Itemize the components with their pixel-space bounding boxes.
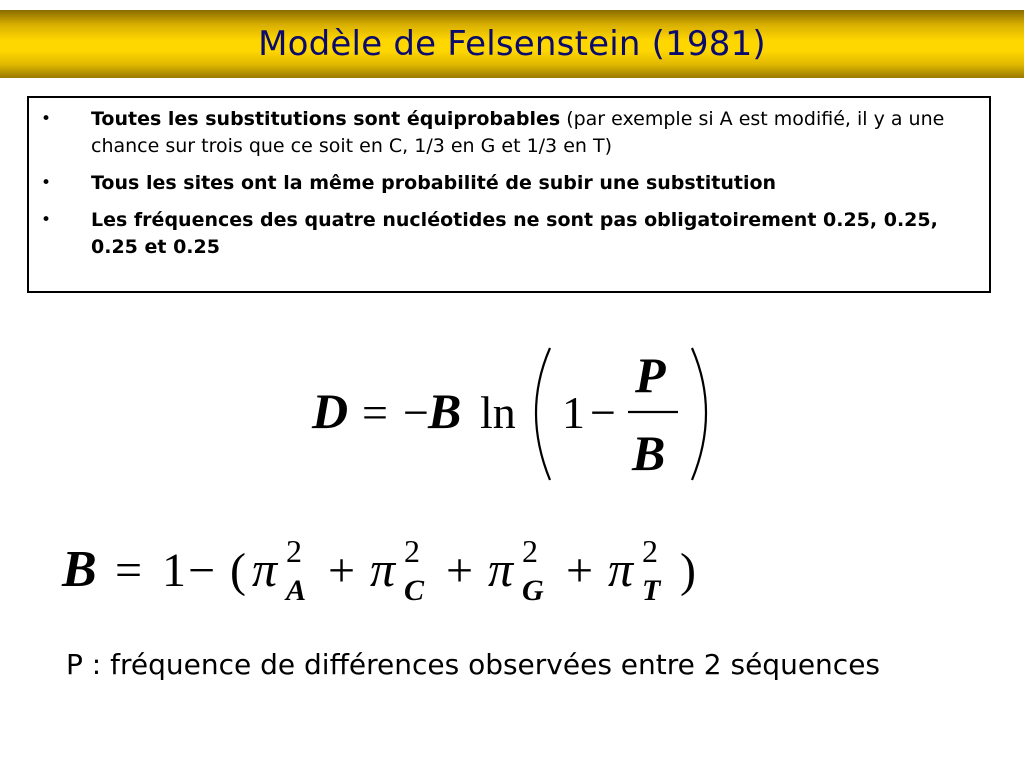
bullet-dot: •	[41, 173, 52, 193]
formula2-B: B	[62, 541, 97, 598]
subscript-C: C	[404, 574, 425, 607]
slide-title: Modèle de Felsenstein (1981)	[258, 24, 766, 64]
plus-sign: +	[446, 544, 474, 597]
bullet-normal-text: (par exemple si A est modifié, il y a une chance sur trois que ce soit en C, 1/3 en G et 1/3 en T)	[91, 108, 945, 157]
subscript-G: G	[522, 574, 544, 607]
subscript-T: T	[642, 574, 661, 607]
exponent-2: 2	[404, 533, 420, 569]
subscript-A: A	[286, 574, 307, 607]
fraction-numerator-P: P	[635, 347, 666, 403]
formula2-rparen: )	[680, 544, 696, 597]
bullet-dot: •	[41, 109, 52, 129]
exponent-2: 2	[642, 533, 658, 569]
formula-minus: −	[403, 387, 429, 438]
plus-sign: +	[328, 544, 356, 597]
bullet-item	[41, 170, 969, 197]
p-definition-note: P : fréquence de différences observées entre 2 séquences	[66, 648, 881, 681]
pi-symbol: π	[252, 541, 278, 597]
formula2-one: 1	[162, 544, 186, 597]
formula-minus-2: −	[590, 387, 616, 438]
pi-symbol: π	[370, 541, 396, 597]
formula-D: D	[312, 383, 349, 439]
bullet-bold-text: Tous les sites ont la même probabilité de subir une substitution	[91, 172, 777, 194]
formula-ln: ln	[480, 387, 516, 438]
b-formula	[60, 528, 740, 618]
pi-symbol: π	[608, 541, 634, 597]
bullet-item	[41, 106, 969, 160]
title-bar	[0, 10, 1024, 78]
formula2-lparen: (	[230, 544, 246, 597]
formula-B: B	[428, 383, 462, 439]
pi-symbol: π	[488, 541, 514, 597]
fraction-denominator-B: B	[632, 425, 666, 481]
formula-equals: =	[362, 387, 388, 438]
bullet-bold-text: Les fréquences des quatre nucléotides ne sont pas obligatoirement 0.25, 0.25, 0.25 et 0.25	[91, 209, 938, 258]
bullet-dot: •	[41, 210, 52, 230]
formula2-equals: =	[115, 544, 143, 597]
formula-one: 1	[562, 387, 585, 438]
exponent-2: 2	[522, 533, 538, 569]
plus-sign: +	[566, 544, 594, 597]
formula2-minus: −	[188, 544, 216, 597]
bullet-bold-text: Toutes les substitutions sont équiprobables	[91, 108, 561, 130]
assumptions-box	[27, 96, 991, 293]
left-paren	[536, 348, 550, 480]
distance-formula	[310, 340, 730, 490]
right-paren	[692, 348, 706, 480]
exponent-2: 2	[286, 533, 302, 569]
bullet-item	[41, 207, 969, 261]
